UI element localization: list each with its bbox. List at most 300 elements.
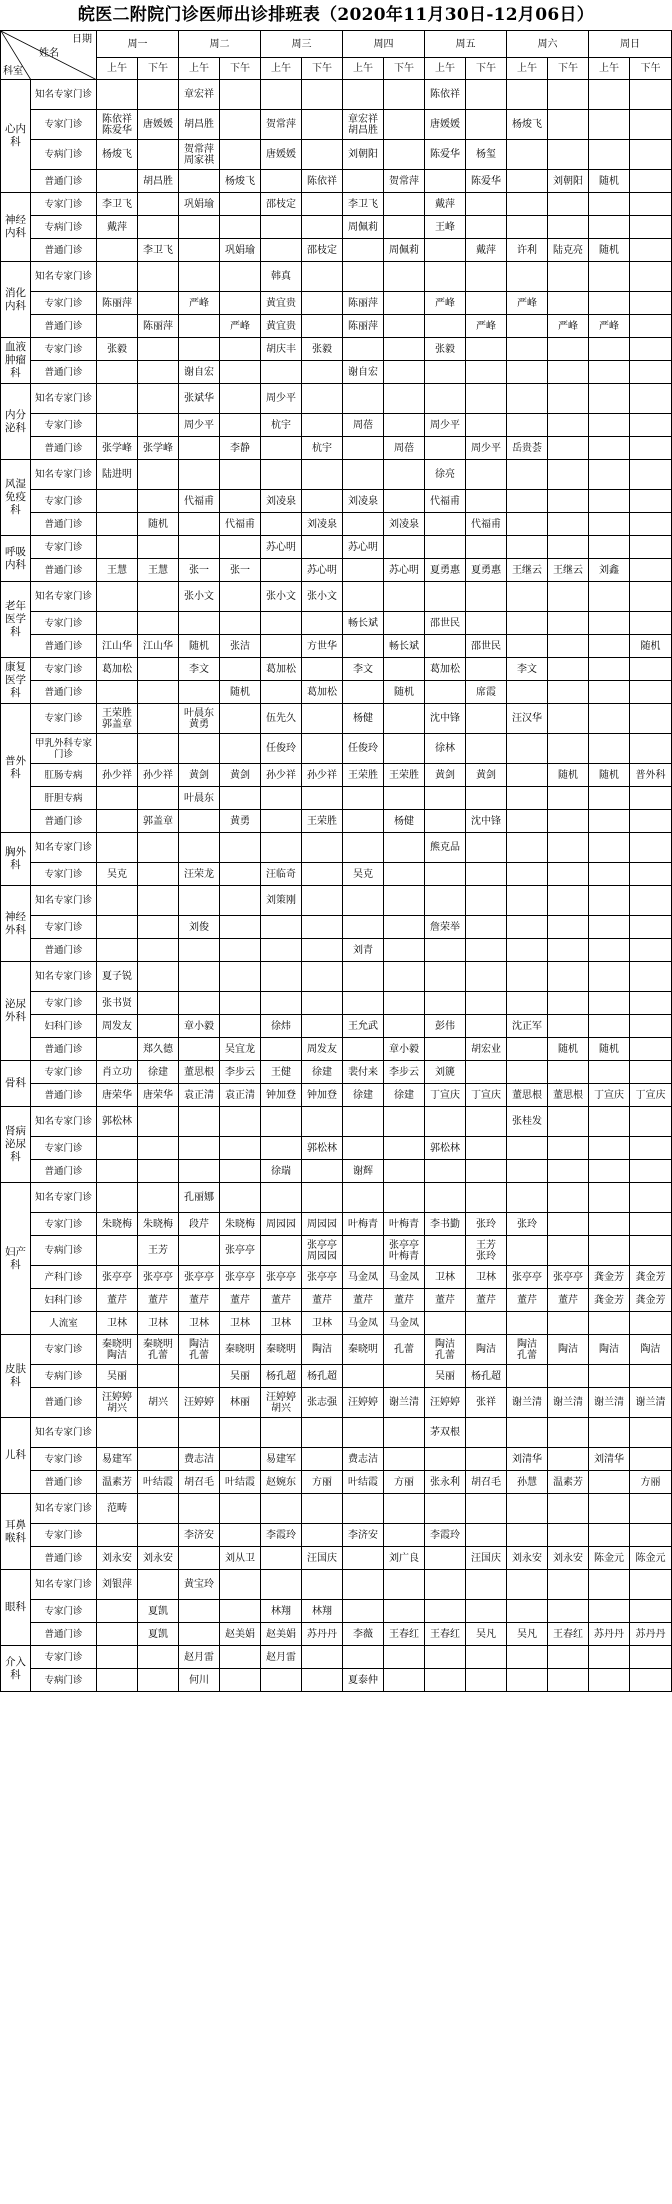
doctor-cell: [220, 1494, 261, 1524]
doctor-name: 黄宜贵: [266, 320, 296, 332]
doctor-cell: [630, 239, 672, 262]
doctor-cell: [97, 437, 138, 460]
doctor-name: 苏心明: [266, 541, 296, 553]
doctor-cell: [261, 1289, 302, 1312]
doctor-name: 方丽: [312, 1476, 332, 1488]
doctor-cell: [138, 704, 179, 734]
doctor-cell: [179, 582, 220, 612]
doctor-cell: [261, 1312, 302, 1335]
clinic-type-label: 普通门诊: [31, 1471, 97, 1494]
doctor-cell: [548, 939, 589, 962]
doctor-cell: [220, 681, 261, 704]
clinic-type-label: 甲乳外科专家门诊: [31, 734, 97, 764]
doctor-name: 陶洁 孔蕾: [517, 1338, 537, 1361]
doctor-cell: [589, 490, 630, 513]
doctor-name: 汪荣龙: [184, 868, 214, 880]
clinic-type-label: 知名专家门诊: [31, 582, 97, 612]
doctor-cell: [384, 460, 425, 490]
doctor-cell: [384, 1084, 425, 1107]
doctor-cell: [425, 315, 466, 338]
doctor-cell: [548, 992, 589, 1015]
schedule-row: [1, 1365, 672, 1388]
doctor-cell: [261, 787, 302, 810]
doctor-cell: [179, 1266, 220, 1289]
doctor-name: 胡昌胜: [184, 119, 214, 130]
schedule-row: [1, 962, 672, 992]
doctor-cell: [302, 1107, 343, 1137]
doctor-cell: [507, 262, 548, 292]
doctor-name: 张亭亭: [512, 1271, 542, 1283]
doctor-cell: [302, 1646, 343, 1669]
doctor-name: 陶洁: [558, 1344, 578, 1355]
doctor-name: 夏泰仲: [348, 1674, 378, 1686]
doctor-cell: [630, 110, 672, 140]
doctor-cell: [466, 490, 507, 513]
doctor-cell: [384, 992, 425, 1015]
doctor-cell: [220, 939, 261, 962]
doctor-name: 孙少祥: [266, 769, 296, 781]
doctor-cell: [302, 1600, 343, 1623]
doctor-name: 董芹: [558, 1294, 578, 1306]
doctor-cell: [220, 787, 261, 810]
doctor-cell: [343, 1107, 384, 1137]
doctor-cell: [261, 292, 302, 315]
doctor-name: 胡兴: [148, 1397, 168, 1408]
doctor-cell: [507, 612, 548, 635]
doctor-cell: [261, 1388, 302, 1418]
doctor-cell: [179, 1646, 220, 1669]
clinic-type-label: 妇科门诊: [31, 1015, 97, 1038]
doctor-cell: [302, 1524, 343, 1547]
doctor-name: 随机: [558, 769, 578, 781]
doctor-name: 汪临奇: [266, 868, 296, 880]
clinic-type-label: 专病门诊: [31, 140, 97, 170]
doctor-cell: [630, 1547, 672, 1570]
doctor-cell: [261, 193, 302, 216]
doctor-cell: [384, 1289, 425, 1312]
doctor-name: 董思根: [512, 1089, 542, 1101]
doctor-name: 谢兰清: [594, 1397, 624, 1408]
doctor-cell: [138, 1038, 179, 1061]
doctor-cell: [466, 1213, 507, 1236]
schedule-row: [1, 1669, 672, 1692]
doctor-name: 朱晓梅: [225, 1218, 255, 1230]
doctor-name: 彭伟: [435, 1020, 455, 1032]
doctor-cell: [343, 992, 384, 1015]
doctor-cell: [425, 658, 466, 681]
doctor-cell: [261, 460, 302, 490]
doctor-cell: [138, 536, 179, 559]
doctor-cell: [302, 658, 343, 681]
doctor-cell: [261, 216, 302, 239]
doctor-cell: [179, 734, 220, 764]
doctor-cell: [425, 513, 466, 536]
clinic-type-label: 知名专家门诊: [31, 1494, 97, 1524]
doctor-cell: [384, 1418, 425, 1448]
doctor-cell: [548, 1289, 589, 1312]
doctor-cell: [425, 1365, 466, 1388]
clinic-type-label: 专家门诊: [31, 292, 97, 315]
doctor-cell: [179, 1084, 220, 1107]
doctor-name: 肖立功: [102, 1066, 132, 1078]
doctor-cell: [548, 170, 589, 193]
doctor-cell: [384, 216, 425, 239]
doctor-cell: [138, 216, 179, 239]
doctor-cell: [261, 810, 302, 833]
doctor-cell: [384, 262, 425, 292]
doctor-name: 袁正清: [184, 1089, 214, 1101]
doctor-name: 章小毅: [184, 1020, 214, 1032]
doctor-cell: [261, 681, 302, 704]
department-name: 介入科: [1, 1646, 31, 1692]
am-header: 上午: [507, 58, 548, 80]
doctor-cell: [507, 1471, 548, 1494]
doctor-name: 刘篪: [435, 1066, 455, 1078]
doctor-name: 汪婷婷: [184, 1397, 214, 1408]
doctor-cell: [343, 536, 384, 559]
doctor-name: 林翔: [271, 1605, 291, 1617]
doctor-cell: [384, 810, 425, 833]
doctor-cell: [384, 1183, 425, 1213]
doctor-cell: [302, 734, 343, 764]
doctor-name: 龚金芳: [635, 1271, 666, 1283]
doctor-name: 张祥: [476, 1397, 496, 1408]
doctor-cell: [302, 1365, 343, 1388]
doctor-cell: [97, 1289, 138, 1312]
schedule-row: [1, 437, 672, 460]
doctor-cell: [384, 658, 425, 681]
doctor-name: 唐荣华: [143, 1089, 173, 1101]
doctor-cell: [97, 1312, 138, 1335]
doctor-cell: [343, 1388, 384, 1418]
doctor-name: 黄宝玲: [184, 1579, 214, 1590]
day-header: 周五: [425, 31, 507, 58]
department-name: 耳鼻喉科: [1, 1494, 31, 1570]
doctor-name: 严峰: [558, 320, 578, 332]
doctor-cell: [179, 916, 220, 939]
doctor-cell: [507, 734, 548, 764]
doctor-cell: [138, 460, 179, 490]
doctor-cell: [425, 414, 466, 437]
doctor-cell: [138, 1600, 179, 1623]
doctor-name: 钟加登: [307, 1089, 337, 1101]
doctor-name: 方丽: [394, 1476, 414, 1488]
schedule-row: [1, 1107, 672, 1137]
doctor-name: 韩真: [271, 271, 291, 282]
doctor-cell: [548, 193, 589, 216]
doctor-cell: [179, 1015, 220, 1038]
doctor-name: 胡庆丰: [266, 343, 296, 355]
department-name: 肾病泌尿科: [1, 1107, 31, 1183]
doctor-cell: [466, 612, 507, 635]
doctor-cell: [507, 1669, 548, 1692]
doctor-name: 周少平: [471, 442, 501, 454]
doctor-cell: [630, 1623, 672, 1646]
doctor-cell: [261, 992, 302, 1015]
doctor-cell: [466, 704, 507, 734]
doctor-cell: [507, 992, 548, 1015]
doctor-cell: [466, 681, 507, 704]
schedule-row: [1, 193, 672, 216]
doctor-cell: [425, 460, 466, 490]
doctor-cell: [261, 1547, 302, 1570]
doctor-name: 秦晓明: [266, 1344, 296, 1355]
doctor-cell: [220, 338, 261, 361]
doctor-cell: [548, 704, 589, 734]
doctor-name: 马金凤: [348, 1317, 378, 1329]
doctor-name: 张亭亭: [266, 1271, 296, 1283]
doctor-cell: [630, 384, 672, 414]
doctor-name: 谢兰清: [389, 1397, 419, 1408]
doctor-cell: [138, 414, 179, 437]
doctor-name: 赵月雷: [184, 1651, 214, 1663]
doctor-cell: [220, 262, 261, 292]
clinic-type-label: 知名专家门诊: [31, 1570, 97, 1600]
doctor-cell: [384, 361, 425, 384]
clinic-type-label: 普通门诊: [31, 1388, 97, 1418]
doctor-cell: [589, 916, 630, 939]
doctor-name: 汪婷婷: [430, 1397, 460, 1408]
doctor-cell: [425, 635, 466, 658]
doctor-name: 谢兰清: [512, 1397, 542, 1408]
clinic-type-label: 专家门诊: [31, 414, 97, 437]
department-name: 消化内科: [1, 262, 31, 338]
doctor-cell: [138, 262, 179, 292]
doctor-cell: [302, 612, 343, 635]
clinic-type-label: 专家门诊: [31, 1600, 97, 1623]
doctor-cell: [97, 361, 138, 384]
doctor-cell: [466, 734, 507, 764]
doctor-cell: [302, 140, 343, 170]
doctor-cell: [343, 1570, 384, 1600]
doctor-cell: [261, 916, 302, 939]
doctor-name: 夏勇惠: [430, 564, 460, 576]
clinic-type-label: 知名专家门诊: [31, 833, 97, 863]
doctor-cell: [302, 992, 343, 1015]
doctor-name: 张永利: [430, 1476, 460, 1488]
doctor-name: 王春红: [430, 1628, 460, 1640]
doctor-cell: [261, 962, 302, 992]
doctor-name: 王芳: [148, 1245, 168, 1256]
schedule-row: [1, 384, 672, 414]
doctor-name: 董芹: [394, 1294, 414, 1306]
clinic-type-label: 普通门诊: [31, 361, 97, 384]
pm-header: 下午: [220, 58, 261, 80]
doctor-cell: [425, 1570, 466, 1600]
doctor-cell: [97, 1600, 138, 1623]
doctor-cell: [589, 962, 630, 992]
doctor-cell: [425, 810, 466, 833]
doctor-cell: [343, 140, 384, 170]
doctor-cell: [630, 1471, 672, 1494]
doctor-cell: [630, 1015, 672, 1038]
doctor-name: 张小文: [266, 591, 296, 602]
clinic-type-label: 专家门诊: [31, 992, 97, 1015]
doctor-cell: [630, 216, 672, 239]
doctor-cell: [630, 80, 672, 110]
doctor-cell: [507, 110, 548, 140]
schedule-row: [1, 1015, 672, 1038]
doctor-cell: [97, 1418, 138, 1448]
doctor-cell: [507, 582, 548, 612]
doctor-name: 贺常萍 周家祺: [184, 143, 214, 166]
doctor-name: 方世华: [307, 640, 337, 652]
doctor-cell: [220, 582, 261, 612]
doctor-cell: [138, 1365, 179, 1388]
doctor-cell: [507, 80, 548, 110]
doctor-cell: [425, 361, 466, 384]
doctor-name: 黄剑: [230, 769, 250, 781]
header-row-ampm: [1, 58, 672, 80]
day-header: 周四: [343, 31, 425, 58]
doctor-cell: [466, 886, 507, 916]
doctor-name: 王荣胜: [348, 769, 378, 781]
doctor-cell: [179, 490, 220, 513]
doctor-cell: [425, 536, 466, 559]
doctor-cell: [138, 681, 179, 704]
doctor-name: 戴萍: [435, 198, 455, 210]
doctor-cell: [97, 1524, 138, 1547]
doctor-cell: [425, 384, 466, 414]
doctor-cell: [220, 1570, 261, 1600]
doctor-cell: [507, 658, 548, 681]
doctor-cell: [548, 1471, 589, 1494]
doctor-cell: [179, 315, 220, 338]
doctor-name: 陶洁 孔蕾: [435, 1338, 455, 1361]
doctor-cell: [343, 338, 384, 361]
doctor-cell: [507, 193, 548, 216]
doctor-name: 叶晨东 黄勇: [184, 707, 214, 730]
doctor-cell: [343, 414, 384, 437]
doctor-name: 刘清华: [512, 1453, 542, 1465]
doctor-name: 杨健: [394, 815, 414, 827]
doctor-name: 李步云: [225, 1066, 255, 1078]
doctor-cell: [343, 315, 384, 338]
doctor-cell: [179, 460, 220, 490]
doctor-cell: [97, 833, 138, 863]
doctor-cell: [548, 764, 589, 787]
doctor-cell: [384, 1570, 425, 1600]
doctor-cell: [589, 992, 630, 1015]
doctor-cell: [179, 1236, 220, 1266]
doctor-name: 董芹: [189, 1294, 209, 1306]
doctor-cell: [630, 170, 672, 193]
doctor-cell: [302, 787, 343, 810]
doctor-cell: [97, 513, 138, 536]
doctor-cell: [466, 863, 507, 886]
doctor-cell: [302, 1669, 343, 1692]
doctor-cell: [589, 414, 630, 437]
doctor-name: 杨焌飞: [102, 149, 132, 160]
doctor-cell: [384, 140, 425, 170]
doctor-name: 吴丽: [107, 1370, 127, 1382]
doctor-cell: [261, 886, 302, 916]
doctor-cell: [548, 80, 589, 110]
doctor-cell: [97, 1570, 138, 1600]
doctor-cell: [384, 863, 425, 886]
doctor-cell: [97, 1547, 138, 1570]
doctor-cell: [343, 658, 384, 681]
doctor-cell: [425, 338, 466, 361]
doctor-name: 温素芳: [102, 1476, 132, 1488]
doctor-name: 张亭亭: [143, 1271, 173, 1283]
doctor-cell: [302, 1213, 343, 1236]
doctor-cell: [630, 262, 672, 292]
doctor-cell: [302, 1137, 343, 1160]
doctor-cell: [466, 916, 507, 939]
doctor-cell: [589, 1448, 630, 1471]
doctor-name: 汪国庆: [471, 1552, 501, 1564]
doctor-cell: [589, 1137, 630, 1160]
doctor-cell: [179, 239, 220, 262]
doctor-cell: [630, 992, 672, 1015]
doctor-name: 胡昌胜: [143, 175, 173, 187]
doctor-cell: [384, 559, 425, 582]
doctor-name: 董芹: [271, 1294, 291, 1306]
doctor-name: 李步云: [389, 1066, 419, 1078]
clinic-type-label: 专家门诊: [31, 863, 97, 886]
doctor-name: 吴克: [353, 868, 373, 880]
doctor-cell: [548, 110, 589, 140]
doctor-cell: [384, 193, 425, 216]
doctor-name: 叶结霞: [143, 1476, 173, 1488]
schedule-row: [1, 1213, 672, 1236]
doctor-name: 孙少祥: [143, 769, 173, 781]
doctor-cell: [97, 1623, 138, 1646]
doctor-cell: [425, 612, 466, 635]
doctor-cell: [589, 886, 630, 916]
day-header: 周一: [97, 31, 179, 58]
doctor-cell: [589, 1061, 630, 1084]
doctor-cell: [138, 1107, 179, 1137]
doctor-name: 李济安: [348, 1529, 378, 1541]
doctor-cell: [302, 239, 343, 262]
doctor-cell: [630, 1312, 672, 1335]
doctor-cell: [507, 1266, 548, 1289]
doctor-cell: [507, 559, 548, 582]
doctor-cell: [507, 1388, 548, 1418]
doctor-name: 随机: [148, 518, 168, 530]
doctor-cell: [343, 1236, 384, 1266]
doctor-name: 王继云: [553, 564, 583, 576]
doctor-cell: [548, 635, 589, 658]
doctor-cell: [179, 1213, 220, 1236]
doctor-name: 杭宇: [271, 419, 291, 431]
doctor-cell: [384, 1646, 425, 1669]
doctor-cell: [343, 1524, 384, 1547]
doctor-cell: [220, 1160, 261, 1183]
doctor-cell: [384, 1107, 425, 1137]
doctor-cell: [548, 1213, 589, 1236]
doctor-name: 秦晓明: [225, 1344, 255, 1355]
doctor-cell: [548, 140, 589, 170]
doctor-cell: [466, 170, 507, 193]
doctor-cell: [507, 361, 548, 384]
doctor-cell: [302, 1623, 343, 1646]
doctor-name: 代福甫: [471, 518, 501, 530]
doctor-cell: [302, 437, 343, 460]
doctor-cell: [138, 1312, 179, 1335]
doctor-cell: [425, 239, 466, 262]
doctor-cell: [261, 513, 302, 536]
doctor-cell: [138, 490, 179, 513]
doctor-cell: [179, 992, 220, 1015]
doctor-cell: [466, 1547, 507, 1570]
doctor-cell: [220, 1084, 261, 1107]
doctor-name: 席霞: [476, 686, 496, 698]
doctor-cell: [425, 1289, 466, 1312]
doctor-cell: [630, 681, 672, 704]
